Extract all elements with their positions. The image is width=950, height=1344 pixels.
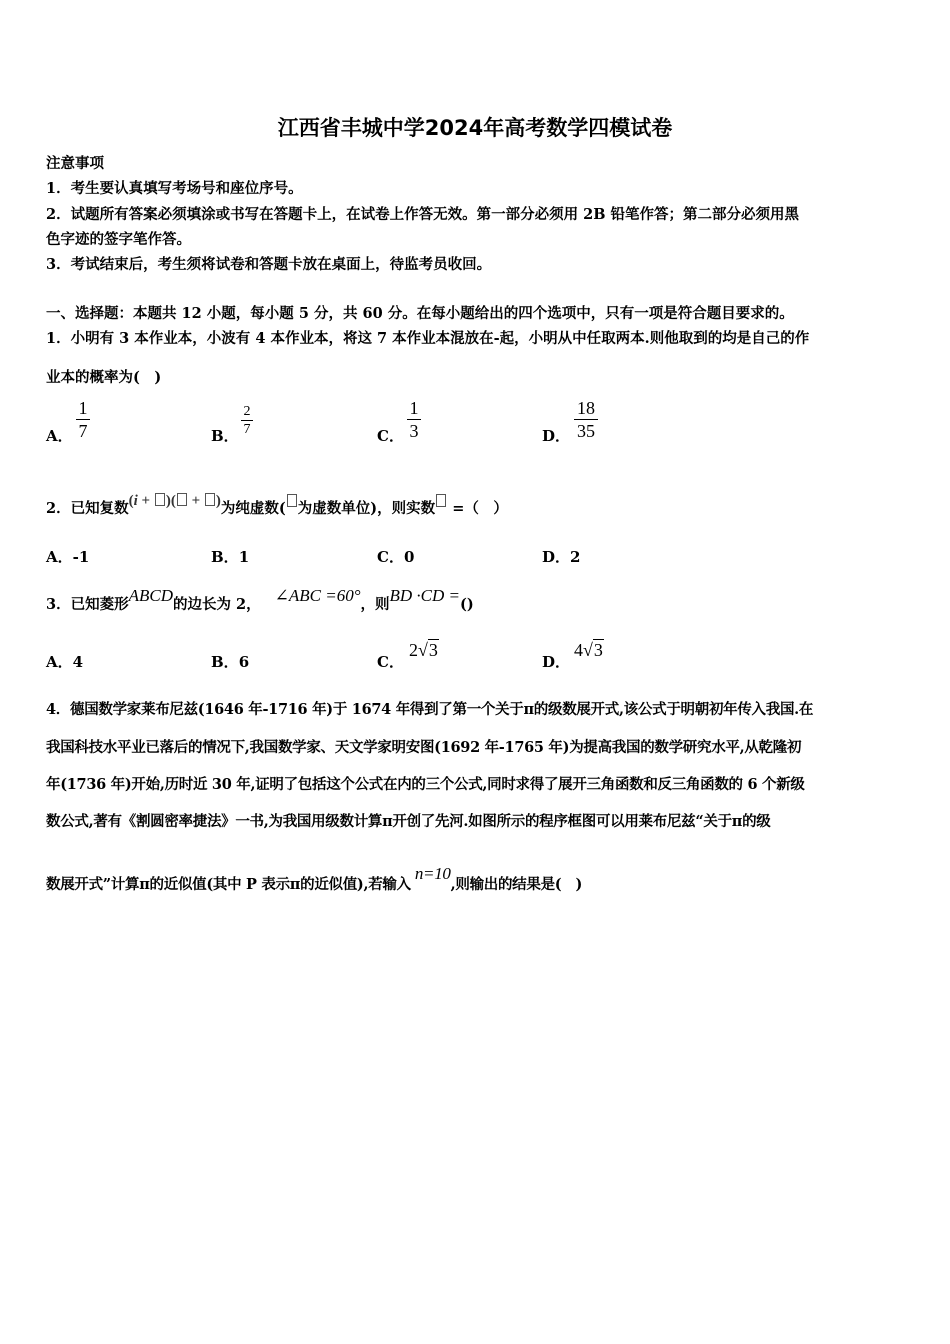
q1-option-d-label: D． bbox=[542, 427, 571, 445]
plus: + bbox=[141, 493, 151, 509]
q1-option-a-fraction bbox=[76, 398, 90, 441]
fraction-numerator: 18 bbox=[577, 398, 595, 418]
notice-item: 3．考试结束后，考生须将试卷和答题卡放在桌面上，待监考员收回。 bbox=[46, 256, 492, 273]
paren: ) bbox=[215, 493, 221, 509]
q1-option-b-label: B． bbox=[211, 427, 239, 445]
q2-option-b bbox=[211, 546, 249, 567]
option-value: 0 bbox=[403, 548, 415, 566]
fraction-denominator: 35 bbox=[577, 421, 595, 441]
q4-stem-line4: 数公式,著有《割圆密率捷法》一书,为我国用级数计算π开创了先河.如图所示的程序框图可以用莱布尼兹“关于π的级 bbox=[46, 813, 771, 830]
q4-stem-line5 bbox=[46, 864, 583, 894]
option-label: A． bbox=[46, 653, 73, 671]
option-label: A． bbox=[46, 548, 73, 566]
q2-option-d bbox=[542, 546, 580, 567]
q3-option-d-value: 4√3 bbox=[574, 640, 603, 660]
q3-suffix: () bbox=[460, 596, 474, 613]
placeholder-symbol bbox=[205, 493, 215, 506]
notice-heading: 注意事项 bbox=[46, 155, 104, 172]
q2-middle2: 为虚数单位)，则实数 bbox=[297, 500, 436, 517]
imag-unit: i bbox=[133, 493, 138, 509]
q4-stem-line2: 我国科技水平业已落后的情况下,我国数学家、天文学家明安图(1692 年-1765 年)为提高我国的数学研究水平,从乾隆初 bbox=[46, 739, 802, 756]
notice-item: 1．考生要认真填写考场号和座位序号。 bbox=[46, 180, 303, 197]
fraction-denominator: 3 bbox=[409, 421, 419, 441]
notice-item: 色字迹的签字笔作答。 bbox=[46, 231, 191, 248]
fraction-denominator: 7 bbox=[243, 422, 251, 437]
radicand: 3 bbox=[593, 640, 603, 660]
q3-option-b bbox=[211, 651, 249, 672]
q1-option-d-fraction bbox=[574, 398, 598, 441]
q3-prefix: 3．已知菱形 bbox=[46, 596, 129, 613]
q1-option-b-fraction bbox=[241, 404, 253, 437]
page-title: 江西省丰城中学2024年高考数学四模试卷 bbox=[277, 116, 673, 140]
option-label: D． bbox=[542, 548, 571, 566]
q4-line5-prefix: 数展开式”计算π的近似值(其中 P 表示π的近似值),若输入 bbox=[46, 876, 411, 893]
q3-angle: ∠ABC =60° bbox=[274, 586, 361, 605]
q3-option-c-value: 2√3 bbox=[409, 640, 438, 660]
coefficient: 4 bbox=[574, 640, 583, 660]
radicand: 3 bbox=[428, 640, 438, 660]
q2-middle: 为纯虚数( bbox=[220, 500, 286, 517]
fraction-numerator: 1 bbox=[409, 398, 419, 418]
option-value: 1 bbox=[238, 548, 250, 566]
q2-complex-expression bbox=[129, 493, 221, 509]
placeholder-symbol bbox=[436, 494, 446, 507]
option-value: 6 bbox=[238, 653, 250, 671]
placeholder-symbol bbox=[155, 493, 165, 506]
q2-suffix: =（ ） bbox=[452, 500, 508, 517]
q1-option-c-label: C． bbox=[377, 427, 404, 445]
q2-option-a bbox=[46, 546, 89, 567]
option-label: C． bbox=[377, 548, 404, 566]
q1-stem-line2: 业本的概率为( ) bbox=[46, 369, 162, 386]
fraction-denominator: 7 bbox=[78, 421, 88, 441]
paren: )( bbox=[165, 493, 176, 509]
option-value: 2 bbox=[570, 548, 581, 566]
q3-shape: ABCD bbox=[128, 586, 173, 605]
placeholder-symbol bbox=[287, 494, 297, 507]
q4-stem-line1: 4．德国数学家莱布尼兹(1646 年-1716 年)于 1674 年得到了第一个关于π的级数展开式,该公式于明朝初年传入我国.在 bbox=[46, 701, 814, 718]
q3-option-c-label: C． bbox=[377, 653, 404, 671]
q3-vector-product: BD ·CD = bbox=[389, 586, 460, 605]
plus: + bbox=[191, 493, 201, 509]
q2-prefix: 2．已知复数 bbox=[46, 500, 129, 517]
option-label: B． bbox=[211, 653, 239, 671]
q2-option-c bbox=[377, 546, 414, 567]
q4-stem-line3: 年(1736 年)开始,历时近 30 年,证明了包括这个公式在内的三个公式,同时求得了展开三角函数和反三角函数的 6 个新级 bbox=[46, 776, 805, 793]
q4-line5-suffix: ,则输出的结果是( ) bbox=[450, 876, 583, 893]
option-value: -1 bbox=[72, 548, 90, 566]
section-heading: 一、选择题：本题共 12 小题，每小题 5 分，共 60 分。在每小题给出的四个选项中，只有一项是符合题目要求的。 bbox=[46, 305, 794, 322]
q1-option-a-label: A． bbox=[46, 427, 73, 445]
placeholder-symbol bbox=[177, 493, 187, 506]
q3-option-d-label: D． bbox=[542, 653, 571, 671]
option-value: 4 bbox=[72, 653, 84, 671]
q1-option-c-fraction bbox=[407, 398, 421, 441]
q1-stem-line1: 1．小明有 3 本作业本，小波有 4 本作业本，将这 7 本作业本混放在-起，小明从中任取两本.则他取到的均是自己的作 bbox=[46, 330, 810, 347]
q3-mid: 的边长为 2， bbox=[172, 596, 261, 613]
q3-option-a bbox=[46, 651, 83, 672]
fraction-numerator: 2 bbox=[243, 404, 251, 419]
q2-stem bbox=[46, 493, 508, 518]
fraction-numerator: 1 bbox=[78, 398, 88, 418]
q3-stem bbox=[46, 586, 474, 614]
paren: ( bbox=[128, 493, 134, 509]
notice-item: 2．试题所有答案必须填涂或书写在答题卡上，在试卷上作答无效。第一部分必须用 2B 铅笔作答；第二部分必须用黑 bbox=[46, 206, 800, 223]
option-label: B． bbox=[211, 548, 239, 566]
q4-input-n: n=10 bbox=[414, 864, 451, 883]
q3-then: ，则 bbox=[360, 596, 390, 613]
coefficient: 2 bbox=[409, 640, 418, 660]
